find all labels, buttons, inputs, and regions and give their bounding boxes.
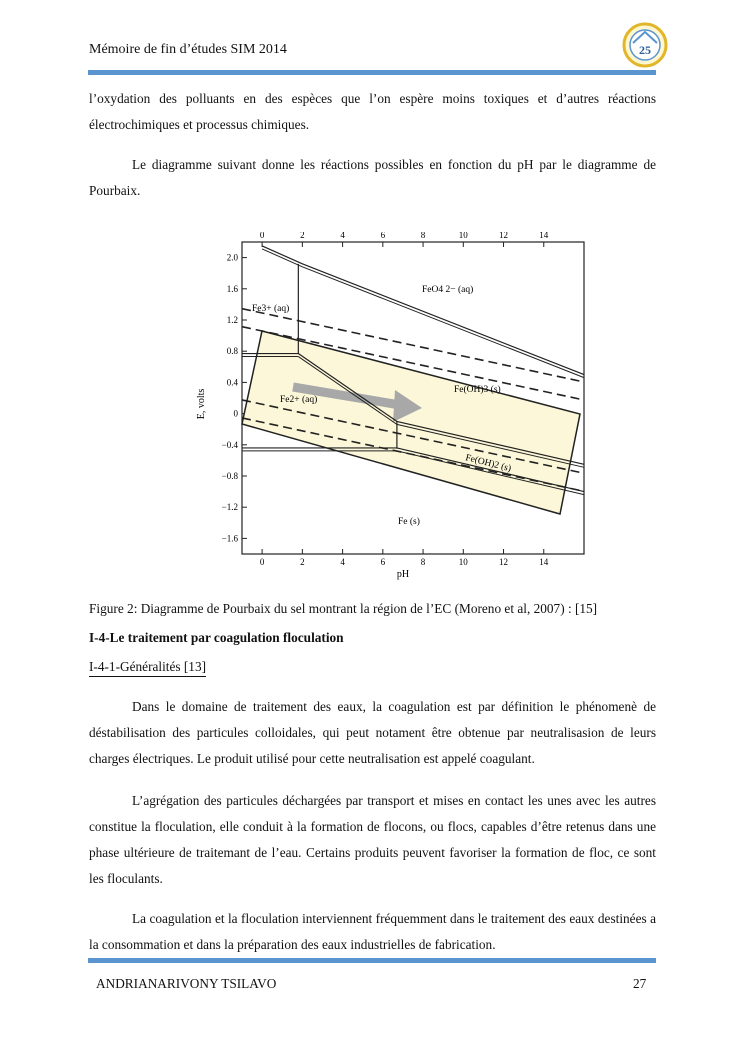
y-tick-label: 1.6 [226,283,238,294]
x-tick-label: 14 [539,557,549,567]
x-tick-label-top: 0 [259,232,265,240]
y-tick-label: 0.8 [226,346,238,357]
y-axis-label: E, volts [196,388,207,420]
x-tick-label-top: 12 [499,232,509,240]
label-feoh2: Fe(OH)2 (s) [464,453,513,475]
x-tick-label: 0 [259,557,265,567]
x-tick-label: 4 [340,557,345,567]
x-tick-label: 12 [499,557,509,567]
y-tick-label: 2.0 [226,252,238,263]
y-tick-label: 0 [233,408,238,419]
label-feoh3: Fe(OH)3 (s) [454,385,501,395]
label-feo4: FeO4 2− (aq) [422,285,474,295]
subsection-heading: I-4-1-Généralités [13] [89,659,206,677]
paragraph-intro: l’oxydation des polluants en des espèces que l’on espère moins toxiques et d’autres réactions électrochimiques et processus chimiques. [89,91,656,132]
footer-author: ANDRIANARIVONY TSILAVO [96,976,277,991]
header-title: Mémoire de fin d’études SIM 2014 [89,42,287,57]
x-axis-label: pH [396,569,410,580]
y-tick-label: −1.2 [221,502,238,513]
page-number: 27 [633,976,647,991]
university-logo-icon [622,22,668,68]
label-fe2: Fe2+ (aq) [280,395,318,405]
x-tick-label-top: 2 [300,232,305,240]
y-tick-label: −0.8 [221,471,238,481]
pourbaix-diagram [190,232,590,582]
figure-caption: Figure 2: Diagramme de Pourbaix du sel montrant la région de l’EC (Moreno et al, 2007) : [15] [89,601,598,616]
label-fe3: Fe3+ (aq) [252,304,290,314]
y-tick-label: −1.6 [221,533,238,544]
section-heading: I-4-Le traitement par coagulation floculation [89,630,344,645]
x-tick-label-top: 14 [539,232,549,240]
x-tick-label: 6 [380,557,386,567]
label-fe: Fe (s) [398,517,420,527]
paragraph-applications: La coagulation et la floculation interviennent fréquemment dans le traitement des eaux destinées a la consommation et dans la préparation des eaux industrielles de fabrication. [89,911,656,952]
x-tick-label-top: 6 [380,232,386,240]
paragraph-floculation: L’agrégation des particules déchargées par transport et mises en contact les unes avec les autres constitue la floculation, elle conduit à la formation de flocons, ou flocs, capables d’être retenus dans une phase ultérieure de traitemant de l’eau. Certains produits peuvent favoriser la formation de floc, ce sont les floculants. [89,793,656,886]
x-tick-label: 10 [458,557,468,567]
x-tick-label: 8 [420,557,426,567]
y-tick-label: 0.4 [226,377,238,388]
y-tick-label: 1.2 [226,315,238,325]
x-tick-label: 2 [300,557,305,567]
svg-text:25: 25 [639,43,651,57]
x-tick-label-top: 10 [458,232,468,240]
x-tick-label-top: 8 [420,232,426,240]
y-tick-label: −0.4 [221,439,238,450]
footer-rule [88,958,656,963]
header-rule [88,70,656,75]
x-tick-label-top: 4 [340,232,345,240]
paragraph-diagram-intro: Le diagramme suivant donne les réactions possibles en fonction du pH par le diagramme de Pourbaix. [89,157,656,198]
paragraph-coagulation: Dans le domaine de traitement des eaux, la coagulation est par définition le phénomenè de déstabilisation des particules colloidales, qui peut notament être obtenue par neutralisasion de leurs charges électriques. Le produit utilisé pour cette neutralisation est appelé coagulant. [89,699,656,766]
